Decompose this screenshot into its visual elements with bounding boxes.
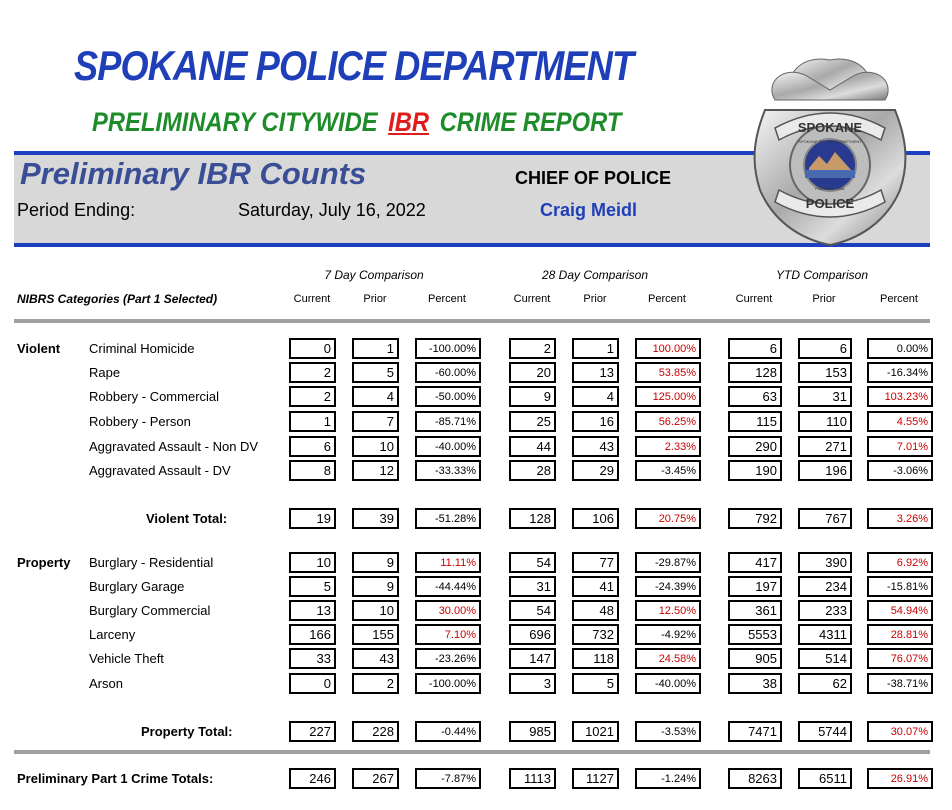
- current-value-cell: 227: [289, 721, 336, 742]
- row-label: Vehicle Theft: [89, 651, 164, 666]
- chief-name: Craig Meidl: [540, 200, 638, 220]
- current-value-cell: 9: [509, 386, 556, 407]
- row-label: Aggravated Assault - DV: [89, 463, 231, 478]
- current-value-cell: 166: [289, 624, 336, 645]
- subtitle-post: CRIME REPORT: [439, 107, 622, 137]
- current-value-cell: 361: [728, 600, 782, 621]
- group-header-7day: 7 Day Comparison: [324, 268, 424, 282]
- police-badge-icon: [745, 40, 915, 250]
- current-value-cell: 5: [289, 576, 336, 597]
- report-subtitle: [92, 107, 621, 138]
- percent-cell: 12.50%: [635, 600, 701, 621]
- prior-value-cell: 196: [798, 460, 852, 481]
- current-value-cell: 0: [289, 673, 336, 694]
- prior-value-cell: 41: [572, 576, 619, 597]
- current-value-cell: 25: [509, 411, 556, 432]
- percent-cell: 24.58%: [635, 648, 701, 669]
- prior-value-cell: 10: [352, 436, 399, 457]
- prior-value-cell: 9: [352, 552, 399, 573]
- prior-value-cell: 5744: [798, 721, 852, 742]
- current-value-cell: 2: [289, 386, 336, 407]
- prior-value-cell: 1: [352, 338, 399, 359]
- row-label: Robbery - Person: [89, 414, 191, 429]
- current-value-cell: 290: [728, 436, 782, 457]
- prior-value-cell: 1021: [572, 721, 619, 742]
- current-value-cell: 44: [509, 436, 556, 457]
- subtitle-ibr: IBR: [388, 107, 430, 137]
- prior-value-cell: 43: [572, 436, 619, 457]
- percent-cell: -0.44%: [415, 721, 481, 742]
- percent-cell: -16.34%: [867, 362, 933, 383]
- prior-value-cell: 4311: [798, 624, 852, 645]
- prior-value-cell: 514: [798, 648, 852, 669]
- subtitle-pre: PRELIMINARY CITYWIDE: [92, 107, 378, 137]
- current-value-cell: 28: [509, 460, 556, 481]
- col-header-percent: Percent: [648, 293, 686, 305]
- percent-cell: 7.10%: [415, 624, 481, 645]
- prior-value-cell: 271: [798, 436, 852, 457]
- grand-total-label: Preliminary Part 1 Crime Totals:: [17, 771, 214, 786]
- percent-cell: 7.01%: [867, 436, 933, 457]
- prior-value-cell: 9: [352, 576, 399, 597]
- prior-value-cell: 7: [352, 411, 399, 432]
- current-value-cell: 38: [728, 673, 782, 694]
- percent-cell: -1.24%: [635, 768, 701, 789]
- prior-value-cell: 155: [352, 624, 399, 645]
- percent-cell: -23.26%: [415, 648, 481, 669]
- current-value-cell: 985: [509, 721, 556, 742]
- percent-cell: 3.26%: [867, 508, 933, 529]
- row-label: Burglary Garage: [89, 579, 185, 594]
- percent-cell: -40.00%: [415, 436, 481, 457]
- percent-cell: -3.06%: [867, 460, 933, 481]
- percent-cell: -40.00%: [635, 673, 701, 694]
- percent-cell: -100.00%: [415, 673, 481, 694]
- current-value-cell: 1113: [509, 768, 556, 789]
- prior-value-cell: 48: [572, 600, 619, 621]
- current-value-cell: 197: [728, 576, 782, 597]
- current-value-cell: 417: [728, 552, 782, 573]
- prior-value-cell: 2: [352, 673, 399, 694]
- row-label: Arson: [89, 676, 123, 691]
- categories-header: NIBRS Categories (Part 1 Selected): [17, 292, 218, 306]
- prior-value-cell: 4: [572, 386, 619, 407]
- current-value-cell: 10: [289, 552, 336, 573]
- current-value-cell: 54: [509, 552, 556, 573]
- percent-cell: 100.00%: [635, 338, 701, 359]
- current-value-cell: 696: [509, 624, 556, 645]
- percent-cell: 2.33%: [635, 436, 701, 457]
- percent-cell: -38.71%: [867, 673, 933, 694]
- current-value-cell: 905: [728, 648, 782, 669]
- current-value-cell: 792: [728, 508, 782, 529]
- current-value-cell: 7471: [728, 721, 782, 742]
- chief-label: CHIEF OF POLICE: [515, 168, 672, 188]
- counts-title: Preliminary IBR Counts: [20, 156, 367, 191]
- current-value-cell: 6: [728, 338, 782, 359]
- violent-total-label: Violent Total:: [146, 511, 228, 526]
- row-label: Rape: [89, 365, 121, 380]
- current-value-cell: 246: [289, 768, 336, 789]
- prior-value-cell: 4: [352, 386, 399, 407]
- section-label-property: Property: [17, 555, 71, 570]
- current-value-cell: 0: [289, 338, 336, 359]
- grand-total-divider: [14, 750, 930, 754]
- prior-value-cell: 39: [352, 508, 399, 529]
- prior-value-cell: 77: [572, 552, 619, 573]
- group-header-28day: 28 Day Comparison: [541, 268, 649, 282]
- current-value-cell: 13: [289, 600, 336, 621]
- period-label: Period Ending:: [17, 200, 136, 220]
- percent-cell: -3.45%: [635, 460, 701, 481]
- current-value-cell: 128: [509, 508, 556, 529]
- row-label: Aggravated Assault - Non DV: [89, 439, 259, 454]
- prior-value-cell: 62: [798, 673, 852, 694]
- percent-cell: -24.39%: [635, 576, 701, 597]
- percent-cell: -29.87%: [635, 552, 701, 573]
- percent-cell: 30.00%: [415, 600, 481, 621]
- col-header-current: Current: [293, 293, 331, 305]
- prior-value-cell: 118: [572, 648, 619, 669]
- col-header-prior: Prior: [583, 293, 607, 305]
- prior-value-cell: 6: [798, 338, 852, 359]
- percent-cell: -50.00%: [415, 386, 481, 407]
- prior-value-cell: 13: [572, 362, 619, 383]
- prior-value-cell: 1: [572, 338, 619, 359]
- prior-value-cell: 153: [798, 362, 852, 383]
- col-header-percent: Percent: [880, 293, 918, 305]
- percent-cell: 28.81%: [867, 624, 933, 645]
- percent-cell: 0.00%: [867, 338, 933, 359]
- header-divider: [14, 319, 930, 323]
- row-label: Larceny: [89, 627, 136, 642]
- row-label: Criminal Homicide: [89, 341, 195, 356]
- section-label-violent: Violent: [17, 341, 61, 356]
- current-value-cell: 8: [289, 460, 336, 481]
- prior-value-cell: 16: [572, 411, 619, 432]
- current-value-cell: 5553: [728, 624, 782, 645]
- current-value-cell: 3: [509, 673, 556, 694]
- percent-cell: 20.75%: [635, 508, 701, 529]
- percent-cell: -33.33%: [415, 460, 481, 481]
- current-value-cell: 19: [289, 508, 336, 529]
- prior-value-cell: 10: [352, 600, 399, 621]
- percent-cell: 11.11%: [415, 552, 481, 573]
- prior-value-cell: 1127: [572, 768, 619, 789]
- badge-seal-text: SPOKANE POLICE DEPARTMENT: [798, 139, 862, 144]
- prior-value-cell: 12: [352, 460, 399, 481]
- col-header-prior: Prior: [812, 293, 836, 305]
- prior-value-cell: 110: [798, 411, 852, 432]
- percent-cell: -51.28%: [415, 508, 481, 529]
- prior-value-cell: 732: [572, 624, 619, 645]
- prior-value-cell: 767: [798, 508, 852, 529]
- percent-cell: 4.55%: [867, 411, 933, 432]
- current-value-cell: 31: [509, 576, 556, 597]
- col-header-current: Current: [513, 293, 551, 305]
- percent-cell: 30.07%: [867, 721, 933, 742]
- current-value-cell: 2: [289, 362, 336, 383]
- percent-cell: -44.44%: [415, 576, 481, 597]
- prior-value-cell: 5: [572, 673, 619, 694]
- current-value-cell: 128: [728, 362, 782, 383]
- percent-cell: 54.94%: [867, 600, 933, 621]
- row-label: Robbery - Commercial: [89, 389, 220, 404]
- prior-value-cell: 29: [572, 460, 619, 481]
- prior-value-cell: 6511: [798, 768, 852, 789]
- percent-cell: 53.85%: [635, 362, 701, 383]
- current-value-cell: 1: [289, 411, 336, 432]
- percent-cell: -3.53%: [635, 721, 701, 742]
- percent-cell: -4.92%: [635, 624, 701, 645]
- percent-cell: 26.91%: [867, 768, 933, 789]
- percent-cell: 76.07%: [867, 648, 933, 669]
- current-value-cell: 115: [728, 411, 782, 432]
- current-value-cell: 63: [728, 386, 782, 407]
- group-header-ytd: YTD Comparison: [775, 268, 869, 282]
- current-value-cell: 8263: [728, 768, 782, 789]
- prior-value-cell: 267: [352, 768, 399, 789]
- percent-cell: -7.87%: [415, 768, 481, 789]
- current-value-cell: 190: [728, 460, 782, 481]
- current-value-cell: 2: [509, 338, 556, 359]
- row-label: Burglary - Residential: [89, 555, 214, 570]
- percent-cell: -60.00%: [415, 362, 481, 383]
- percent-cell: 125.00%: [635, 386, 701, 407]
- current-value-cell: 54: [509, 600, 556, 621]
- prior-value-cell: 106: [572, 508, 619, 529]
- col-header-percent: Percent: [428, 293, 466, 305]
- current-value-cell: 20: [509, 362, 556, 383]
- badge-bottom-text: POLICE: [805, 196, 855, 211]
- prior-value-cell: 233: [798, 600, 852, 621]
- percent-cell: 56.25%: [635, 411, 701, 432]
- col-header-prior: Prior: [363, 293, 387, 305]
- prior-value-cell: 390: [798, 552, 852, 573]
- percent-cell: 103.23%: [867, 386, 933, 407]
- badge-top-text: SPOKANE: [797, 120, 863, 135]
- prior-value-cell: 5: [352, 362, 399, 383]
- current-value-cell: 147: [509, 648, 556, 669]
- department-title: SPOKANE POLICE DEPARTMENT: [74, 42, 634, 89]
- percent-cell: -15.81%: [867, 576, 933, 597]
- property-total-label: Property Total:: [141, 724, 233, 739]
- badge-founded-text: FOUNDED 1881: [815, 186, 845, 191]
- percent-cell: 6.92%: [867, 552, 933, 573]
- prior-value-cell: 31: [798, 386, 852, 407]
- percent-cell: -85.71%: [415, 411, 481, 432]
- period-value: Saturday, July 16, 2022: [238, 200, 426, 220]
- current-value-cell: 33: [289, 648, 336, 669]
- current-value-cell: 6: [289, 436, 336, 457]
- prior-value-cell: 234: [798, 576, 852, 597]
- col-header-current: Current: [735, 293, 773, 305]
- prior-value-cell: 43: [352, 648, 399, 669]
- prior-value-cell: 228: [352, 721, 399, 742]
- row-label: Burglary Commercial: [89, 603, 211, 618]
- percent-cell: -100.00%: [415, 338, 481, 359]
